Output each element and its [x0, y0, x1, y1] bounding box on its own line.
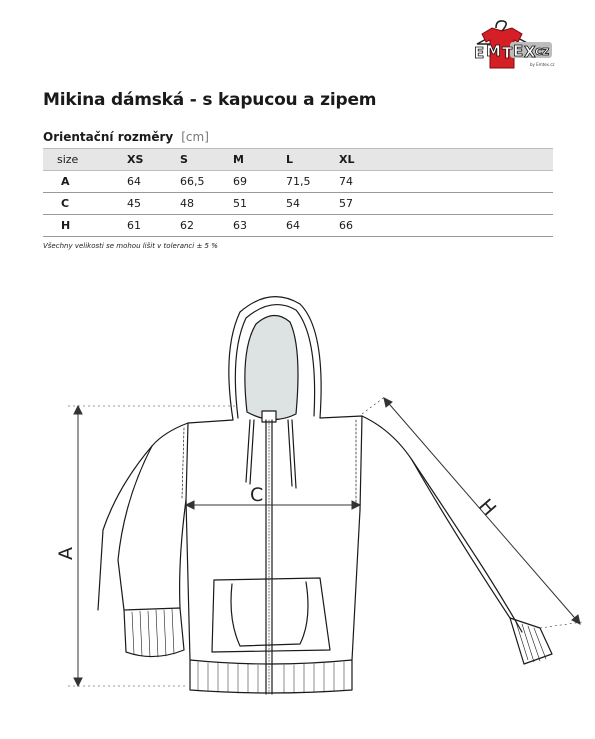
tolerance-note: Všechny velikosti se mohou lišit v toleranci ± 5 %	[43, 242, 218, 250]
table-cell: 63	[233, 215, 286, 237]
table-cell: 51	[233, 193, 286, 215]
page-title: Mikina dámská - s kapucou a zipem	[43, 90, 377, 110]
table-caption	[43, 130, 209, 144]
svg-text:X: X	[524, 43, 536, 61]
row-label: A	[43, 171, 127, 193]
table-cell: 64	[127, 171, 180, 193]
header-cell-xl: XL	[339, 149, 392, 171]
header-cell-size: size	[43, 149, 127, 171]
hanger-icon	[496, 21, 506, 30]
table-cell: 66,5	[180, 171, 233, 193]
row-label: H	[43, 215, 127, 237]
svg-text:by Emtex.cz: by Emtex.cz	[530, 62, 555, 67]
label-h: H	[474, 494, 501, 521]
table-cell: 45	[127, 193, 180, 215]
drawstring-right	[288, 420, 296, 488]
table-row	[43, 171, 553, 193]
table-cell: 69	[233, 171, 286, 193]
dimension-c	[186, 501, 360, 509]
table-cell-spacer	[392, 215, 553, 237]
header-cell-spacer	[392, 149, 553, 171]
label-a: A	[55, 547, 77, 560]
emtex-logo	[472, 14, 558, 74]
svg-text:E: E	[474, 44, 485, 62]
dimension-h	[362, 396, 582, 628]
header-cell-l: L	[286, 149, 339, 171]
table-cell: 61	[127, 215, 180, 237]
table-row	[43, 215, 553, 237]
svg-text:M: M	[486, 42, 501, 60]
body-outline	[98, 420, 233, 610]
table-cell: 64	[286, 215, 339, 237]
pocket	[212, 578, 330, 652]
caption-unit: [cm]	[181, 130, 209, 144]
table-cell: 62	[180, 215, 233, 237]
size-table	[43, 148, 553, 237]
table-cell: 71,5	[286, 171, 339, 193]
header-cell-s: S	[180, 149, 233, 171]
right-cuff	[510, 618, 552, 664]
zipper	[266, 420, 272, 694]
table-cell-spacer	[392, 171, 553, 193]
row-label: C	[43, 193, 127, 215]
header-cell-xs: XS	[127, 149, 180, 171]
caption-label: Orientační rozměry	[43, 130, 174, 144]
label-c: C	[250, 484, 264, 506]
drawstring-left	[246, 420, 254, 484]
table-row	[43, 193, 553, 215]
table-header-row	[43, 149, 553, 171]
table-cell: 48	[180, 193, 233, 215]
table-cell: 66	[339, 215, 392, 237]
table-cell: 54	[286, 193, 339, 215]
hoodie-diagram	[0, 280, 595, 739]
table-cell: 74	[339, 171, 392, 193]
hood-lining	[245, 315, 298, 419]
svg-text:E: E	[513, 42, 524, 60]
svg-text:cz: cz	[535, 44, 550, 58]
header-cell-m: M	[233, 149, 286, 171]
waistband	[190, 660, 352, 693]
svg-text:T: T	[502, 44, 513, 62]
table-cell: 57	[339, 193, 392, 215]
table-cell-spacer	[392, 193, 553, 215]
